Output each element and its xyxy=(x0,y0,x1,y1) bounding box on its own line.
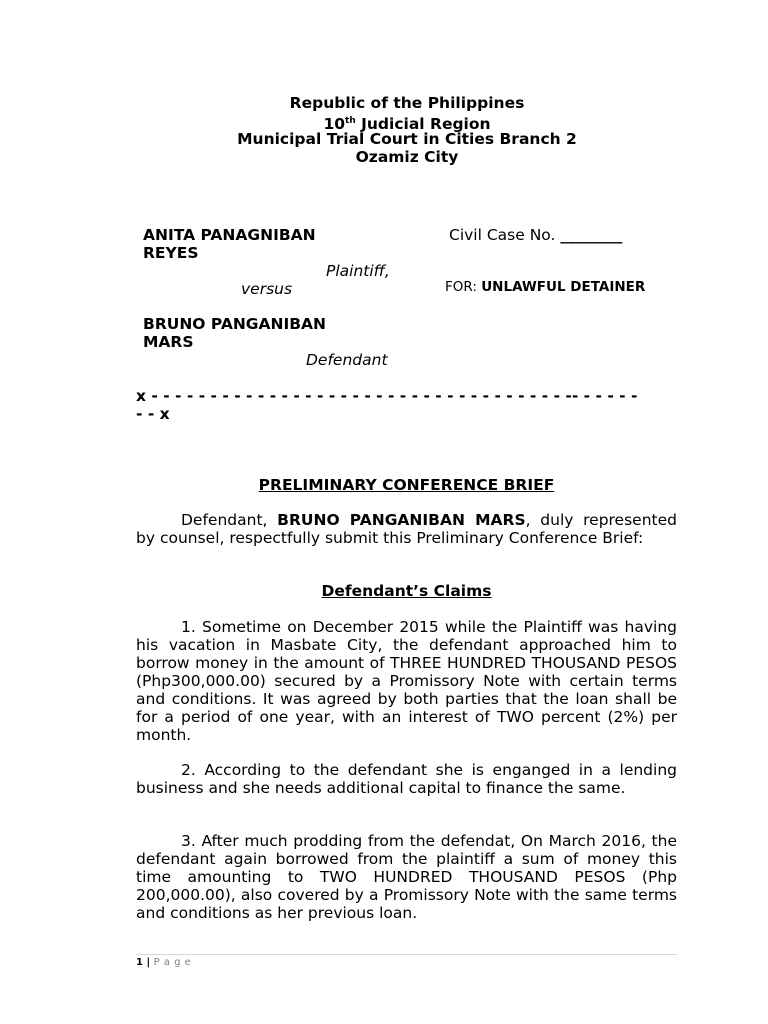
page-number: 1 xyxy=(136,957,143,968)
case-nature-value: UNLAWFUL DETAINER xyxy=(481,279,646,295)
defendant-name-line1: BRUNO PANGANIBAN xyxy=(143,315,327,333)
plaintiff-role: Plaintiff, xyxy=(326,262,390,280)
versus-label: versus xyxy=(241,280,293,298)
header-court: Municipal Trial Court in Cities Branch 2 xyxy=(237,130,577,148)
civil-case-number xyxy=(449,226,622,244)
page-label: P a g e xyxy=(153,957,192,968)
footer-divider xyxy=(136,954,677,955)
case-nature xyxy=(445,279,645,295)
intro-paragraph xyxy=(136,511,677,547)
page-footer xyxy=(136,957,191,969)
defendant-name-line2: MARS xyxy=(143,333,194,351)
plaintiff-name-line2: REYES xyxy=(143,244,199,262)
civil-case-label: Civil Case No. xyxy=(449,226,561,244)
header-region-num: 10 xyxy=(323,115,346,134)
section-title-claims: Defendant’s Claims xyxy=(321,582,492,600)
defendant-role: Defendant xyxy=(306,351,388,369)
header-region-rest: Judicial Region xyxy=(355,115,491,134)
claim-paragraph-1: 1. Sometime on December 2015 while the Plaintiff was having his vacation in Masbate City, the defendant approached him to borrow money in the amount of THREE HUNDRED THOUSAND PESOS (Php300,000.00) secured by a Promissory Note with certain terms and conditions. It was agreed by both parties that the loan shall be for a period of one year, with an interest of TWO percent (2%) per month. xyxy=(136,618,677,744)
civil-case-blank: ________ xyxy=(560,226,623,244)
claim-paragraph-2: 2. According to the defendant she is enganged in a lending business and she needs additional capital to finance the same. xyxy=(136,761,677,797)
brief-title: PRELIMINARY CONFERENCE BRIEF xyxy=(258,476,555,494)
caption-separator-line1: x - - - - - - - - - - - - - - - - - - - - - - - - - - - - - - - - - - - -- - - - - - xyxy=(136,387,638,405)
header-republic: Republic of the Philippines xyxy=(289,94,525,112)
page-footer-separator: | xyxy=(142,957,154,968)
caption-separator-line2: - - x xyxy=(136,405,170,423)
intro-prefix: Defendant, xyxy=(181,511,278,529)
header-region-sup: th xyxy=(345,116,356,126)
case-nature-label: FOR: xyxy=(445,279,482,295)
claim-paragraph-3: 3. After much prodding from the defendat, On March 2016, the defendant again borrowed from the plaintiff a sum of money this time amounting to TWO HUNDRED THOUSAND PESOS (Php 200,000.00), also covered by a Promissory Note with the same terms and conditions as her previous loan. xyxy=(136,832,677,922)
intro-suffix: , duly represented by counsel, respectfully submit this Preliminary Conference Brief: xyxy=(136,511,677,547)
header-city: Ozamiz City xyxy=(355,148,459,166)
plaintiff-name-line1: ANITA PANAGNIBAN xyxy=(143,226,316,244)
intro-defendant-name: BRUNO PANGANIBAN MARS xyxy=(277,511,526,529)
